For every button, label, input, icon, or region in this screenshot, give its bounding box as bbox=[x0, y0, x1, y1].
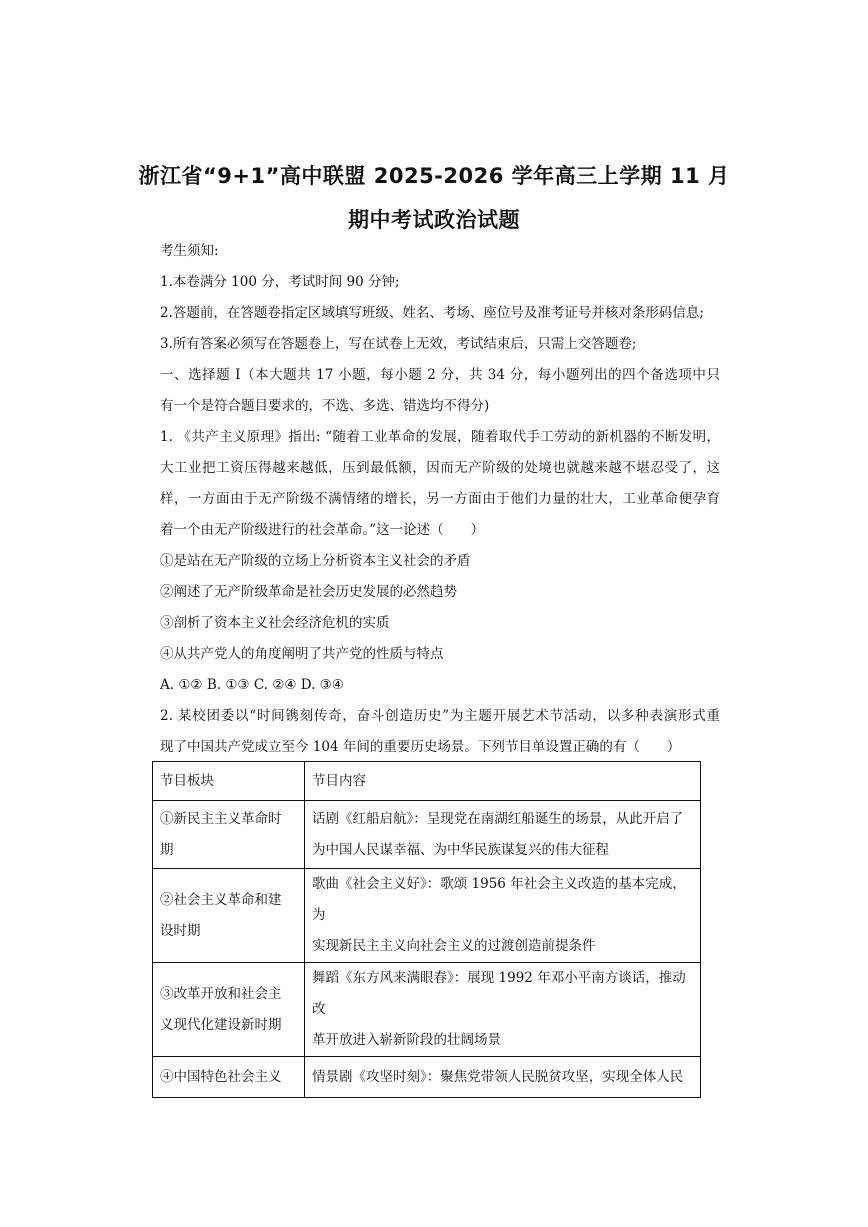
cell-line: 话剧《红船启航》：呈现党在南湖红船诞生的场景，从此开启了 bbox=[312, 810, 684, 827]
notice-heading: 考生须知: bbox=[160, 243, 219, 259]
q2-stem-line1: 2. 某校团委以“时间镌刻传奇，奋斗创造历史”为主题开展艺术节活动，以多种表演形式重 bbox=[160, 708, 720, 724]
table-cell-section bbox=[153, 869, 305, 963]
table-header-row bbox=[153, 762, 701, 801]
notice-item-3: 3.所有答案必须写在答题卷上，写在试卷上无效，考试结束后，只需上交答题卷; bbox=[160, 336, 637, 352]
table-cell-content bbox=[305, 963, 701, 1057]
cell-line: ③改革开放和社会主 bbox=[160, 985, 282, 1002]
table-header-cell: 节目板块 bbox=[153, 762, 305, 801]
q1-option-3: ③剖析了资本主义社会经济危机的实质 bbox=[160, 615, 390, 631]
q1-stem-line3: 样，一方面由于无产阶级不满情绪的增长，另一方面由于他们力量的壮大，工业革命便孕育 bbox=[160, 491, 720, 507]
notice-item-2: 2.答题前，在答题卷指定区域填写班级、姓名、考场、座位号及准考证号并核对条形码信息; bbox=[160, 305, 704, 321]
exam-title-line1: 浙江省“9+1”高中联盟 2025-2026 学年高三上学期 11 月 bbox=[138, 164, 730, 188]
cell-line: 情景剧《攻坚时刻》：聚焦党带领人民脱贫攻坚，实现全体人民 bbox=[312, 1068, 684, 1085]
cell-line: ④中国特色社会主义 bbox=[160, 1068, 282, 1085]
cell-line: 实现新民主主义向社会主义的过渡创造前提条件 bbox=[312, 938, 596, 954]
cell-line: 舞蹈《东方风来满眼春》：展现 1992 年邓小平南方谈话，推动改 bbox=[312, 970, 686, 1017]
section-heading-line1: 一、选择题 I（本大题共 17 小题，每小题 2 分，共 34 分，每小题列出的四个备选项中只 bbox=[160, 367, 720, 383]
table-row bbox=[153, 869, 701, 963]
table-cell-content bbox=[305, 1057, 701, 1098]
q1-stem-line4: 着一个由无产阶级进行的社会革命。”这一论述（ ） bbox=[160, 522, 485, 538]
table-cell-section bbox=[153, 801, 305, 869]
table-row bbox=[153, 801, 701, 869]
q1-option-2: ②阐述了无产阶级革命是社会历史发展的必然趋势 bbox=[160, 584, 457, 600]
cell-line: 设时期 bbox=[160, 922, 201, 939]
table-cell-section bbox=[153, 963, 305, 1057]
table-row bbox=[153, 963, 701, 1057]
q2-stem-line2: 现了中国共产党成立至今 104 年间的重要历史场景。下列节目单设置正确的有（ ） bbox=[160, 739, 681, 755]
table-header-cell: 节目内容 bbox=[305, 762, 701, 801]
q1-answer-choices: A. ①② B. ①③ C. ②④ D. ③④ bbox=[160, 677, 344, 693]
q1-option-1: ①是站在无产阶级的立场上分析资本主义社会的矛盾 bbox=[160, 553, 471, 569]
q1-stem-line1: 1. 《共产主义原理》指出: “随着工业革命的发展，随着取代手工劳动的新机器的不断发明， bbox=[160, 429, 720, 445]
cell-line: ①新民主主义革命时 bbox=[160, 810, 282, 827]
cell-line: 义现代化建设新时期 bbox=[160, 1016, 282, 1033]
table-cell-content bbox=[305, 801, 701, 869]
table-cell-content bbox=[305, 869, 701, 963]
cell-line: 歌曲《社会主义好》：歌颂 1956 年社会主义改造的基本完成，为 bbox=[312, 876, 686, 923]
cell-line: ②社会主义革命和建 bbox=[160, 891, 282, 908]
table-cell-section bbox=[153, 1057, 305, 1098]
section-heading-line2: 有一个是符合题目要求的，不选、多选、错选均不得分) bbox=[160, 398, 490, 414]
q1-stem-line2: 大工业把工资压得越来越低，压到最低额，因而无产阶级的处境也就越来越不堪忍受了，这 bbox=[160, 460, 720, 476]
exam-title-line2: 期中考试政治试题 bbox=[348, 208, 520, 232]
cell-line: 革开放进入崭新阶段的壮阔场景 bbox=[312, 1032, 501, 1048]
program-table bbox=[152, 761, 701, 1098]
cell-line: 期 bbox=[160, 841, 174, 858]
notice-item-1: 1.本卷满分 100 分，考试时间 90 分钟; bbox=[160, 274, 400, 290]
cell-line: 为中国人民谋幸福、为中华民族谋复兴的伟大征程 bbox=[312, 841, 609, 858]
q1-option-4: ④从共产党人的角度阐明了共产党的性质与特点 bbox=[160, 646, 444, 662]
table-row bbox=[153, 1057, 701, 1098]
